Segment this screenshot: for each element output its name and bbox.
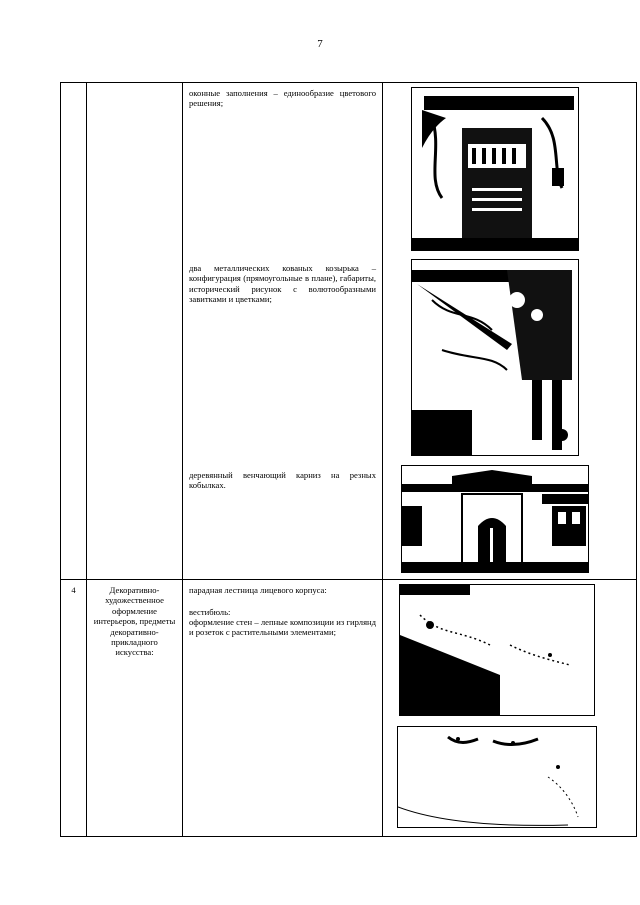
- row-name-cell: Декоративно-художественное оформление интерьеров, предметы декоративно-прикладного искусства:: [87, 580, 183, 837]
- photo-cell: [383, 83, 637, 580]
- item-window-fillings: оконные заполнения – единообразие цветового решения;: [189, 88, 376, 109]
- photo-cell: [383, 580, 637, 837]
- table-row: [61, 580, 637, 837]
- item-vestibule: вестибюль:: [189, 607, 231, 617]
- description-cell: [183, 580, 383, 837]
- row-number-cell: 4: [61, 580, 87, 837]
- photo-forged-canopy: [411, 259, 579, 456]
- item-main-staircase: парадная лестница лицевого корпуса:: [189, 585, 327, 595]
- monument-features-table: [60, 82, 637, 837]
- item-wall-decoration: оформление стен – лепные композиции из гирлянд и розеток с растительными элементами;: [189, 617, 376, 638]
- row-number-cell: [61, 83, 87, 580]
- photo-staircase-stucco: [399, 584, 595, 716]
- photo-wooden-cornice: [401, 465, 589, 573]
- item-metal-canopies: два металлических кованых козырька – конфигурация (прямоугольные в плане), габариты, исторический рисунок с волютообразными завитками и цветками;: [189, 263, 376, 305]
- table-row: [61, 83, 637, 580]
- row-name-cell: [87, 83, 183, 580]
- photo-wall-garlands: [397, 726, 597, 828]
- item-wooden-cornice: деревянный венчающий карниз на резных кобылках.: [189, 470, 376, 491]
- photo-entrance-door: [411, 87, 579, 251]
- description-cell: [183, 83, 383, 580]
- page-number: 7: [317, 38, 323, 50]
